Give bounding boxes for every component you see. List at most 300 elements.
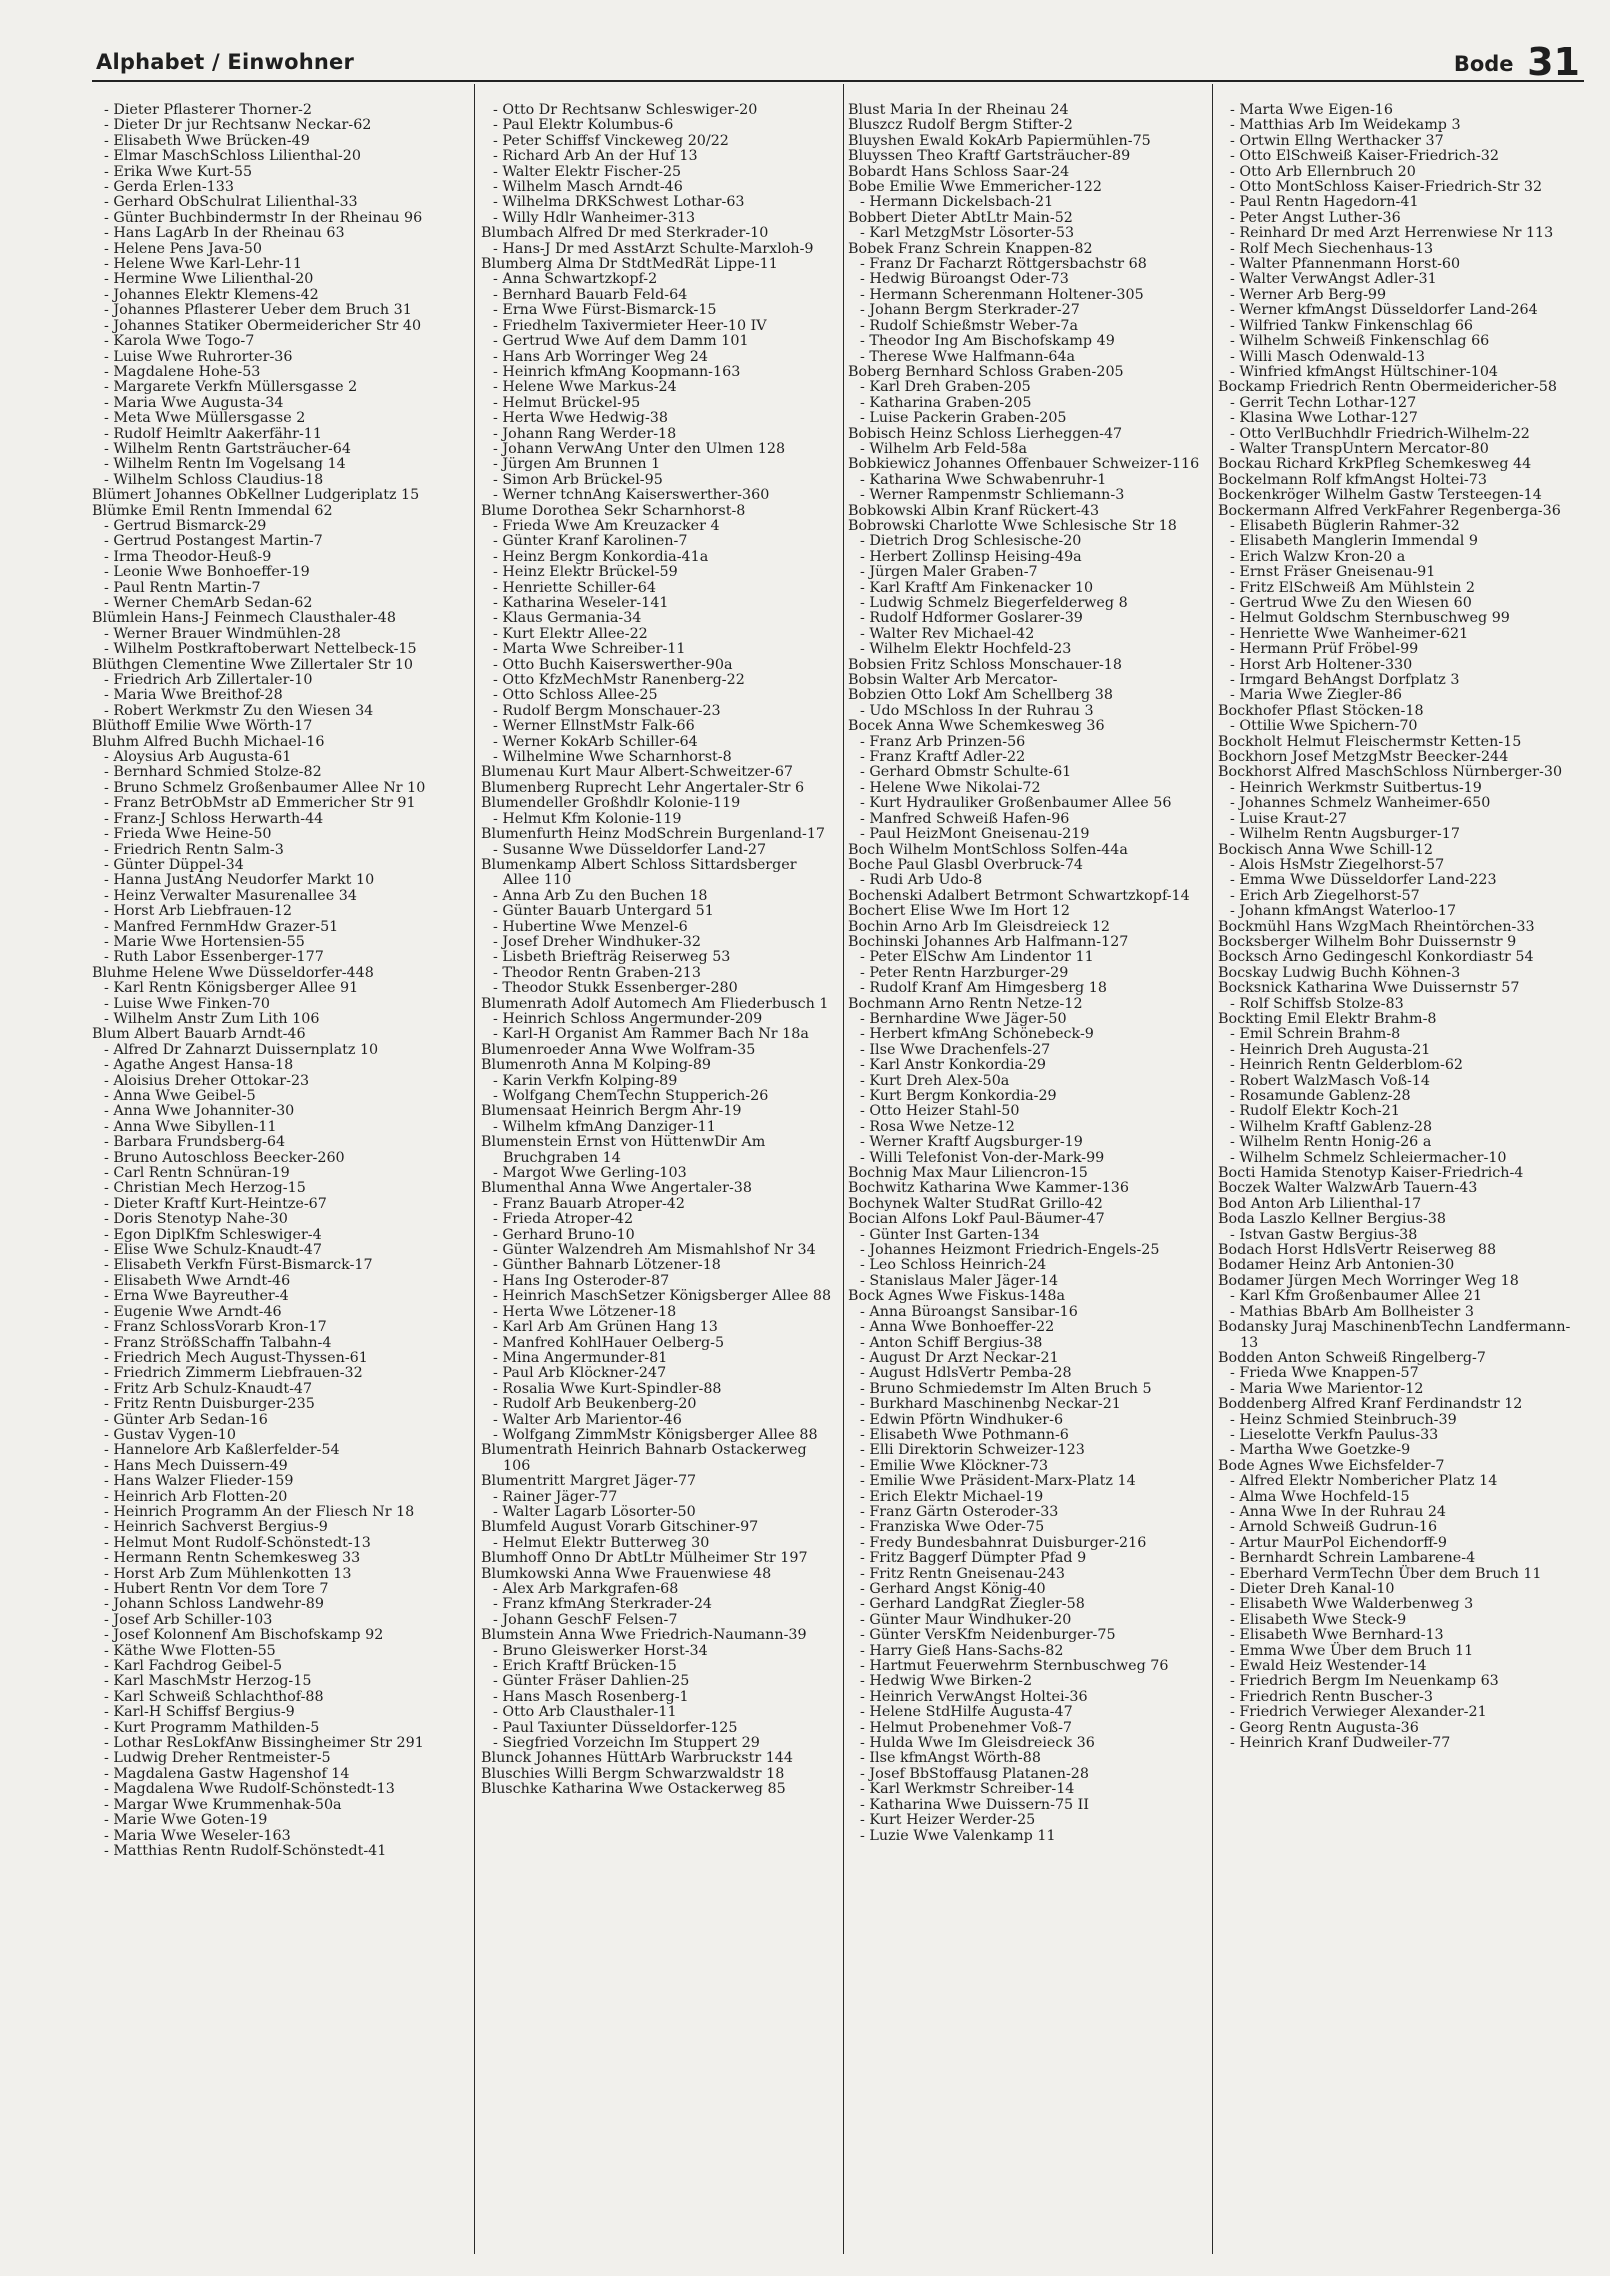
directory-entry: - Günter Inst Garten-134 xyxy=(848,1228,1203,1243)
directory-entry: - Wilhelm Rentn Honig-26 a xyxy=(1218,1135,1573,1150)
directory-entry: - Artur MaurPol Eichendorff-9 xyxy=(1218,1536,1573,1551)
directory-entry: - Heinrich Sachverst Bergius-9 xyxy=(92,1520,447,1535)
directory-entry: - Friedrich Rentn Buscher-3 xyxy=(1218,1690,1573,1705)
directory-entry: - Karl Kfm Großenbaumer Allee 21 xyxy=(1218,1289,1573,1304)
directory-entry: - Günter Walzendreh Am Mismahlshof Nr 34 xyxy=(481,1243,836,1258)
directory-entry: - Wilhelm Schmelz Schleiermacher-10 xyxy=(1218,1151,1573,1166)
directory-entry: - Winfried kfmAngst Hültschiner-104 xyxy=(1218,365,1573,380)
directory-entry: - Emma Wwe Düsseldorfer Land-223 xyxy=(1218,873,1573,888)
directory-entry: Bluschke Katharina Wwe Ostackerweg 85 xyxy=(481,1781,786,1798)
directory-entry: - Alfred Dr Zahnarzt Duissernplatz 10 xyxy=(92,1043,447,1058)
directory-entry: - Erna Wwe Fürst-Bismarck-15 xyxy=(481,303,836,318)
directory-entry: - Elisabeth Wwe Pothmann-6 xyxy=(848,1428,1203,1443)
directory-entry: - Arnold Schweiß Gudrun-16 xyxy=(1218,1520,1573,1535)
directory-entry: - Ilse kfmAngst Wörth-88 xyxy=(848,1751,1203,1766)
column-divider xyxy=(474,84,475,2254)
directory-entry: - Horst Arb Holtener-330 xyxy=(1218,658,1573,673)
directory-entry: - Fritz Baggerf Dümpter Pfad 9 xyxy=(848,1551,1203,1566)
directory-entry: - Egon DiplKfm Schleswiger-4 xyxy=(92,1228,447,1243)
directory-entry: - Erich Kraftf Brücken-15 xyxy=(481,1659,836,1674)
directory-entry: - Alma Wwe Hochfeld-15 xyxy=(1218,1490,1573,1505)
directory-entry: Blum Albert Bauarb Arndt-46 xyxy=(92,1026,306,1043)
directory-entry: - Luise Kraut-27 xyxy=(1218,812,1573,827)
directory-entry: - Wilhelm Postkraftoberwart Nettelbeck-15 xyxy=(92,642,447,657)
directory-entry: - Magdalena Wwe Rudolf-Schönstedt-13 xyxy=(92,1782,447,1797)
directory-entry: - Johannes Pflasterer Ueber dem Bruch 31 xyxy=(92,303,447,318)
directory-entry: Bochinski Johannes Arb Halfmann-127 xyxy=(848,933,1129,950)
directory-entry: - Hubert Rentn Vor dem Tore 7 xyxy=(92,1582,447,1597)
directory-entry: - Hartmut Feuerwehrm Sternbuschweg 76 xyxy=(848,1659,1203,1674)
directory-entry: Bocian Alfons Lokf Paul-Bäumer-47 xyxy=(848,1211,1105,1228)
directory-entry: - Otto Heizer Stahl-50 xyxy=(848,1104,1203,1119)
directory-entry: - Istvan Gastw Bergius-38 xyxy=(1218,1228,1573,1243)
directory-entry: - Elisabeth Verkfn Fürst-Bismarck-17 xyxy=(92,1258,447,1273)
directory-entry: - Ilse Wwe Drachenfels-27 xyxy=(848,1043,1203,1058)
directory-entry: - Frieda Wwe Knappen-57 xyxy=(1218,1366,1573,1381)
directory-entry: - Katharina Graben-205 xyxy=(848,396,1203,411)
directory-entry: Bochin Arno Arb Im Gleisdreieck 12 xyxy=(848,918,1111,935)
directory-entry: Blumenstein Ernst von HüttenwDir Am Bruchgraben 14 xyxy=(481,1134,766,1166)
directory-entry: - Klasina Wwe Lothar-127 xyxy=(1218,411,1573,426)
directory-entry: - Paul HeizMont Gneisenau-219 xyxy=(848,827,1203,842)
directory-entry: - Peter Angst Luther-36 xyxy=(1218,211,1573,226)
directory-entry: - Peter ElSchw Am Lindentor 11 xyxy=(848,950,1203,965)
directory-entry: Bochnig Max Maur Liliencron-15 xyxy=(848,1165,1088,1182)
directory-entry: Bobe Emilie Wwe Emmericher-122 xyxy=(848,179,1102,196)
directory-entry: - Hubertine Wwe Menzel-6 xyxy=(481,920,836,935)
directory-entry: - Heinrich kfmAng Koopmann-163 xyxy=(481,365,836,380)
directory-entry: - Lisbeth Briefträg Reiserweg 53 xyxy=(481,950,836,965)
directory-entry: - Lothar ResLokfAnw Bissingheimer Str 291 xyxy=(92,1736,447,1751)
directory-entry: - Josef BbStoffausg Platanen-28 xyxy=(848,1767,1203,1782)
directory-entry: - Johann GeschF Felsen-7 xyxy=(481,1613,836,1628)
directory-entry: - Walter VerwAngst Adler-31 xyxy=(1218,272,1573,287)
directory-entry: Blumenroth Anna M Kolping-89 xyxy=(481,1057,712,1074)
directory-entry: - Paul Arb Klöckner-247 xyxy=(481,1366,836,1381)
directory-entry: - Frieda Wwe Heine-50 xyxy=(92,827,447,842)
directory-entry: - Gerhard Angst König-40 xyxy=(848,1582,1203,1597)
directory-entry: - Wilhelm Rentn Gartsträucher-64 xyxy=(92,442,447,457)
directory-entry: - Dietrich Drog Schlesische-20 xyxy=(848,534,1203,549)
directory-entry: - Johann kfmAngst Waterloo-17 xyxy=(1218,904,1573,919)
directory-entry: Boberg Bernhard Schloss Graben-205 xyxy=(848,363,1124,380)
directory-entry: - Manfred KohlHauer Oelberg-5 xyxy=(481,1336,836,1351)
directory-entry: - Matthias Rentn Rudolf-Schönstedt-41 xyxy=(92,1844,447,1859)
directory-entry: - Franz kfmAng Sterkrader-24 xyxy=(481,1597,836,1612)
directory-entry: - Rudolf Kranf Am Himgesberg 18 xyxy=(848,981,1203,996)
directory-entry: - Christian Mech Herzog-15 xyxy=(92,1181,447,1196)
directory-entry: - Elli Direktorin Schweizer-123 xyxy=(848,1443,1203,1458)
directory-entry: Bockholt Helmut Fleischermstr Ketten-15 xyxy=(1218,733,1522,750)
directory-entry: - Johannes Elektr Klemens-42 xyxy=(92,288,447,303)
directory-entry: - Stanislaus Maler Jäger-14 xyxy=(848,1274,1203,1289)
directory-entry: - Ludwig Schmelz Biegerfelderweg 8 xyxy=(848,596,1203,611)
directory-entry: - Dieter Kraftf Kurt-Heintze-67 xyxy=(92,1197,447,1212)
directory-entry: - Elisabeth Wwe Walderbenweg 3 xyxy=(1218,1597,1573,1612)
directory-entry: - Fredy Bundesbahnrat Duisburger-216 xyxy=(848,1536,1203,1551)
directory-entry: - Wilhelm Rentn Augsburger-17 xyxy=(1218,827,1573,842)
directory-entry: - Theodor Ing Am Bischofskamp 49 xyxy=(848,334,1203,349)
directory-entry: - Otto Buchh Kaiserswerther-90a xyxy=(481,658,836,673)
directory-entry: - Otto ElSchweiß Kaiser-Friedrich-32 xyxy=(1218,149,1573,164)
directory-entry: - Lieselotte Verkfn Paulus-33 xyxy=(1218,1428,1573,1443)
directory-entry: - Werner kfmAngst Düsseldorfer Land-264 xyxy=(1218,303,1573,318)
directory-entry: - Hans Masch Rosenberg-1 xyxy=(481,1690,836,1705)
directory-entry: Bluschies Willi Bergm Schwarzwaldstr 18 xyxy=(481,1765,785,1782)
directory-entry: - Anna Wwe Johanniter-30 xyxy=(92,1104,447,1119)
directory-entry: Bockamp Friedrich Rentn Obermeidericher-58 xyxy=(1218,379,1557,396)
directory-entry: - Rudolf Heimltr Aakerfähr-11 xyxy=(92,427,447,442)
directory-entry: - Wolfgang ZimmMstr Königsberger Allee 88 xyxy=(481,1428,836,1443)
directory-entry: - Siegfried Vorzeichn Im Stuppert 29 xyxy=(481,1736,836,1751)
directory-entry: - Anna Wwe Bonhoeffer-22 xyxy=(848,1320,1203,1335)
directory-entry: - Paul Rentn Martin-7 xyxy=(92,581,447,596)
directory-entry: Bobkowski Albin Kranf Rückert-43 xyxy=(848,502,1100,519)
directory-entry: Bluhm Alfred Buchh Michael-16 xyxy=(92,733,325,750)
directory-entry: - Günter Buchbindermstr In der Rheinau 96 xyxy=(92,211,447,226)
directory-entry: - Leonie Wwe Bonhoeffer-19 xyxy=(92,565,447,580)
directory-entry: - Rolf Mech Siechenhaus-13 xyxy=(1218,242,1573,257)
directory-entry: - Käthe Wwe Flotten-55 xyxy=(92,1644,447,1659)
directory-entry: - Wilhelm Masch Arndt-46 xyxy=(481,180,836,195)
directory-entry: - Walter Lagarb Lösorter-50 xyxy=(481,1505,836,1520)
directory-entry: - Wilfried Tankw Finkenschlag 66 xyxy=(1218,319,1573,334)
section-title: Alphabet / Einwohner xyxy=(96,50,355,74)
directory-entry: - Franz Dr Facharzt Röttgersbachstr 68 xyxy=(848,257,1203,272)
directory-entry: - Günter Maur Windhuker-20 xyxy=(848,1613,1203,1628)
directory-entry: - Wilhelm Arb Feld-58a xyxy=(848,442,1203,457)
directory-entry: - Ewald Heiz Westender-14 xyxy=(1218,1659,1573,1674)
directory-entry: - Johannes Schmelz Wanheimer-650 xyxy=(1218,796,1573,811)
directory-entry: Bodansky Juraj MaschinenbTechn Landfermann-13 xyxy=(1218,1319,1571,1351)
directory-entry: Bocksberger Wilhelm Bohr Duissernstr 9 xyxy=(1218,933,1517,950)
directory-entry: - Anna Schwartzkopf-2 xyxy=(481,272,836,287)
page-number: 31 xyxy=(1527,40,1580,84)
directory-entry: - Hanna JustAng Neudorfer Markt 10 xyxy=(92,873,447,888)
directory-entry: - Kurt Bergm Konkordia-29 xyxy=(848,1089,1203,1104)
directory-entry: Blunck Johannes HüttArb Warbruckstr 144 xyxy=(481,1750,793,1767)
directory-entry: - Irma Theodor-Heuß-9 xyxy=(92,550,447,565)
directory-entry: Blumenberg Ruprecht Lehr Angertaler-Str 6 xyxy=(481,779,805,796)
directory-entry: - Klaus Germania-34 xyxy=(481,611,836,626)
directory-entry: - Robert Werkmstr Zu den Wiesen 34 xyxy=(92,704,447,719)
directory-entry: - Friedrich Arb Zillertaler-10 xyxy=(92,673,447,688)
directory-entry: - Gerhard LandgRat Ziegler-58 xyxy=(848,1597,1203,1612)
directory-entry: - Wilhelm Elektr Hochfeld-23 xyxy=(848,642,1203,657)
directory-entry: - Marie Wwe Goten-19 xyxy=(92,1813,447,1828)
directory-entry: Bocti Hamida Stenotyp Kaiser-Friedrich-4 xyxy=(1218,1165,1524,1182)
directory-entry: - Peter Schiffsf Vinckeweg 20/22 xyxy=(481,134,836,149)
directory-entry: - Wilhelmine Wwe Scharnhorst-8 xyxy=(481,750,836,765)
directory-entry: - Günter Bauarb Untergard 51 xyxy=(481,904,836,919)
directory-entry: - Marie Wwe Hortensien-55 xyxy=(92,935,447,950)
directory-entry: - Manfred Schweiß Hafen-96 xyxy=(848,812,1203,827)
directory-entry: - Gustav Vygen-10 xyxy=(92,1428,447,1443)
directory-entry: Bodamer Jürgen Mech Worringer Weg 18 xyxy=(1218,1272,1519,1289)
directory-entry: - Rosamunde Gablenz-28 xyxy=(1218,1089,1573,1104)
directory-entry: - Elise Wwe Schulz-Knaudt-47 xyxy=(92,1243,447,1258)
directory-entry: - Wilhelm Anstr Zum Lith 106 xyxy=(92,1012,447,1027)
directory-entry: - Mathias BbArb Am Bollheister 3 xyxy=(1218,1305,1573,1320)
directory-entry: - Franziska Wwe Oder-75 xyxy=(848,1520,1203,1535)
directory-entry: - Wolfgang ChemTechn Stupperich-26 xyxy=(481,1089,836,1104)
directory-entry: - Elisabeth Manglerin Immendal 9 xyxy=(1218,534,1573,549)
directory-entry: - Dieter Pflasterer Thorner-2 xyxy=(92,103,447,118)
directory-entry: - Rosa Wwe Netze-12 xyxy=(848,1120,1203,1135)
directory-entry: - Barbara Frundsberg-64 xyxy=(92,1135,447,1150)
directory-entry: - Reinhard Dr med Arzt Herrenwiese Nr 113 xyxy=(1218,226,1573,241)
directory-entry: - Johann Bergm Sterkrader-27 xyxy=(848,303,1203,318)
directory-entry: - Jürgen Maler Graben-7 xyxy=(848,565,1203,580)
directory-entry: Blumentritt Margret Jäger-77 xyxy=(481,1473,697,1490)
directory-entry: Bod Anton Arb Lilienthal-17 xyxy=(1218,1195,1422,1212)
directory-entry: - Herta Wwe Lötzener-18 xyxy=(481,1305,836,1320)
directory-entry: Bochert Elise Wwe Im Hort 12 xyxy=(848,903,1070,920)
directory-entry: - Heinz Bergm Konkordia-41a xyxy=(481,550,836,565)
directory-entry: - Helene Wwe Markus-24 xyxy=(481,380,836,395)
directory-entry: - Gerda Erlen-133 xyxy=(92,180,447,195)
directory-entry: - Magdalena Gastw Hagenshof 14 xyxy=(92,1767,447,1782)
directory-entry: - Therese Wwe Halfmann-64a xyxy=(848,350,1203,365)
directory-entry: Blüthoff Emilie Wwe Wörth-17 xyxy=(92,718,313,735)
directory-entry: - Gertrud Wwe Auf dem Damm 101 xyxy=(481,334,836,349)
directory-entry: Bocksnick Katharina Wwe Duissernstr 57 xyxy=(1218,980,1520,997)
directory-entry: Blume Dorothea Sekr Scharnhorst-8 xyxy=(481,502,746,519)
directory-entry: Bodden Anton Schweiß Ringelberg-7 xyxy=(1218,1349,1486,1366)
directory-entry: - Helene StdHilfe Augusta-47 xyxy=(848,1705,1203,1720)
directory-entry: - Katharina Wwe Duissern-75 II xyxy=(848,1798,1203,1813)
directory-entry: - Kurt Dreh Alex-50a xyxy=(848,1074,1203,1089)
directory-entry: Bockisch Anna Wwe Schill-12 xyxy=(1218,841,1433,858)
directory-entry: - Wilhelma DRKSchwest Lothar-63 xyxy=(481,195,836,210)
directory-entry: - Gerhard ObSchulrat Lilienthal-33 xyxy=(92,195,447,210)
directory-entry: - Bruno Gleiswerker Horst-34 xyxy=(481,1644,836,1659)
directory-entry: Blumenroeder Anna Wwe Wolfram-35 xyxy=(481,1041,756,1058)
directory-entry: - Helmut Probenehmer Voß-7 xyxy=(848,1721,1203,1736)
directory-entry: - Anna Wwe In der Ruhrau 24 xyxy=(1218,1505,1573,1520)
directory-entry: - Alois HsMstr Ziegelhorst-57 xyxy=(1218,858,1573,873)
directory-entry: - Werner Rampenmstr Schliemann-3 xyxy=(848,488,1203,503)
directory-entry: - Horst Arb Zum Mühlenkotten 13 xyxy=(92,1567,447,1582)
directory-entry: - Karola Wwe Togo-7 xyxy=(92,334,447,349)
directory-entry: - Rolf Schiffsb Stolze-83 xyxy=(1218,997,1573,1012)
directory-entry: - Kurt Programm Mathilden-5 xyxy=(92,1721,447,1736)
directory-entry: - Franz Gärtn Osteroder-33 xyxy=(848,1505,1203,1520)
directory-entry: - Rudi Arb Udo-8 xyxy=(848,873,1203,888)
directory-entry: - Alfred Elektr Nombericher Platz 14 xyxy=(1218,1474,1573,1489)
directory-entry: - Karl Anstr Konkordia-29 xyxy=(848,1058,1203,1073)
directory-entry: - Johann VerwAng Unter den Ulmen 128 xyxy=(481,442,836,457)
directory-entry: - Günther Bahnarb Lötzener-18 xyxy=(481,1258,836,1273)
directory-entry: - Werner EllnstMstr Falk-66 xyxy=(481,719,836,734)
directory-entry: - Karl Schweiß Schlachthof-88 xyxy=(92,1690,447,1705)
directory-entry: - Günter Arb Sedan-16 xyxy=(92,1413,447,1428)
directory-entry: - Horst Arb Liebfrauen-12 xyxy=(92,904,447,919)
directory-entry: Bochynek Walter StudRat Grillo-42 xyxy=(848,1195,1103,1212)
directory-entry: - Karl Kraftf Am Finkenacker 10 xyxy=(848,581,1203,596)
directory-entry: - Heinrich VerwAngst Holtei-36 xyxy=(848,1690,1203,1705)
directory-entry: Blumhoff Onno Dr AbtLtr Mülheimer Str 197 xyxy=(481,1550,808,1567)
directory-entry: - Günter Fräser Dahlien-25 xyxy=(481,1674,836,1689)
directory-entry: - Werner KokArb Schiller-64 xyxy=(481,735,836,750)
directory-entry: - Hedwig Büroangst Oder-73 xyxy=(848,272,1203,287)
directory-entry: - Fritz Arb Schulz-Knaudt-47 xyxy=(92,1382,447,1397)
directory-entry: - Josef Arb Schiller-103 xyxy=(92,1613,447,1628)
directory-entry: - Hermann Dickelsbach-21 xyxy=(848,195,1203,210)
directory-entry: - Fritz Rentn Gneisenau-243 xyxy=(848,1567,1203,1582)
directory-entry: - Maria Wwe Breithof-28 xyxy=(92,688,447,703)
directory-entry: - Bernhardine Wwe Jäger-50 xyxy=(848,1012,1203,1027)
directory-entry: - Herta Wwe Hedwig-38 xyxy=(481,411,836,426)
directory-entry: - Paul Rentn Hagedorn-41 xyxy=(1218,195,1573,210)
directory-entry: - Hans LagArb In der Rheinau 63 xyxy=(92,226,447,241)
directory-entry: Bobzien Otto Lokf Am Schellberg 38 xyxy=(848,687,1113,704)
directory-entry: - Luise Wwe Ruhrorter-36 xyxy=(92,350,447,365)
directory-entry: - Margar Wwe Krummenhak-50a xyxy=(92,1798,447,1813)
directory-entry: - Maria Wwe Ziegler-86 xyxy=(1218,688,1573,703)
directory-entry: - Paul Elektr Kolumbus-6 xyxy=(481,118,836,133)
directory-entry: - Dieter Dreh Kanal-10 xyxy=(1218,1582,1573,1597)
directory-entry: Bluszcz Rudolf Bergm Stifter-2 xyxy=(848,117,1073,134)
directory-entry: Bockelmann Rolf kfmAngst Holtei-73 xyxy=(1218,471,1487,488)
directory-entry: - Karl Arb Am Grünen Hang 13 xyxy=(481,1320,836,1335)
directory-entry: - Karl-H Organist Am Rammer Bach Nr 18a xyxy=(481,1027,836,1042)
directory-entry: - Erika Wwe Kurt-55 xyxy=(92,165,447,180)
directory-entry: - Hans Mech Duissern-49 xyxy=(92,1459,447,1474)
directory-entry: - Friedrich Rentn Salm-3 xyxy=(92,843,447,858)
directory-entry: - Wilhelm Kraftf Gablenz-28 xyxy=(1218,1120,1573,1135)
directory-entry: Blumenrath Adolf Automech Am Fliederbusch 1 xyxy=(481,995,829,1012)
directory-entry: - Gertrud Postangest Martin-7 xyxy=(92,534,447,549)
directory-entry: - Otto KfzMechMstr Ranenberg-22 xyxy=(481,673,836,688)
directory-entry: Bockhorn Josef MetzgMstr Beecker-244 xyxy=(1218,749,1509,766)
column-divider xyxy=(1212,84,1213,2254)
directory-entry: - Hans Ing Osteroder-87 xyxy=(481,1274,836,1289)
directory-entry: Blust Maria In der Rheinau 24 xyxy=(848,103,1069,118)
directory-entry: - Anna Büroangst Sansibar-16 xyxy=(848,1305,1203,1320)
directory-entry: - Franz-J Schloss Herwarth-44 xyxy=(92,812,447,827)
directory-entry: - Doris Stenotyp Nahe-30 xyxy=(92,1212,447,1227)
directory-entry: - Hulda Wwe Im Gleisdreieck 36 xyxy=(848,1736,1203,1751)
directory-entry: Boche Paul Glasbl Overbruck-74 xyxy=(848,856,1084,873)
directory-entry: - Carl Rentn Schnüran-19 xyxy=(92,1166,447,1181)
directory-entry: - Luzie Wwe Valenkamp 11 xyxy=(848,1829,1203,1844)
directory-entry: - Bruno Schmelz Großenbaumer Allee Nr 10 xyxy=(92,781,447,796)
directory-entry: - Luise Packerin Graben-205 xyxy=(848,411,1203,426)
directory-entry: - Maria Wwe Marientor-12 xyxy=(1218,1382,1573,1397)
directory-entry: - Otto Dr Rechtsanw Schleswiger-20 xyxy=(481,103,836,118)
directory-entry: Blumberg Alma Dr StdtMedRät Lippe-11 xyxy=(481,256,778,273)
directory-entry: Bockenkröger Wilhelm Gastw Tersteegen-14 xyxy=(1218,487,1542,504)
directory-entry: Blumenthal Anna Wwe Angertaler-38 xyxy=(481,1180,752,1197)
directory-entry: - Elisabeth Wwe Brücken-49 xyxy=(92,134,447,149)
directory-entry: - Günter Kranf Karolinen-7 xyxy=(481,534,836,549)
directory-entry: - Heinrich Dreh Augusta-21 xyxy=(1218,1043,1573,1058)
directory-entry: - Johann Rang Werder-18 xyxy=(481,427,836,442)
directory-entry: - Heinrich MaschSetzer Königsberger Allee 88 xyxy=(481,1289,836,1304)
directory-entry: - Rosalia Wwe Kurt-Spindler-88 xyxy=(481,1382,836,1397)
directory-entry: - Richard Arb An der Huf 13 xyxy=(481,149,836,164)
directory-entry: Boczek Walter WalzwArb Tauern-43 xyxy=(1218,1180,1478,1197)
directory-entry: - Henriette Schiller-64 xyxy=(481,581,836,596)
directory-entry: - Jürgen Am Brunnen 1 xyxy=(481,457,836,472)
directory-entry: Blüthgen Clementine Wwe Zillertaler Str 10 xyxy=(92,656,414,673)
directory-entry: Bockermann Alfred VerkFahrer Regenberga-36 xyxy=(1218,502,1561,519)
column-divider xyxy=(843,84,844,2254)
directory-entry: - Fritz ElSchweiß Am Mühlstein 2 xyxy=(1218,581,1573,596)
directory-entry: - Eberhard VermTechn Über dem Bruch 11 xyxy=(1218,1567,1573,1582)
directory-entry: - Rudolf Hdformer Goslarer-39 xyxy=(848,611,1203,626)
directory-entry: - Ludwig Dreher Rentmeister-5 xyxy=(92,1751,447,1766)
directory-entry: Bobrowski Charlotte Wwe Schlesische Str 18 xyxy=(848,517,1177,534)
column-2 xyxy=(481,103,836,2253)
directory-entry: Blumfeld August Vorarb Gitschiner-97 xyxy=(481,1519,759,1536)
directory-entry: - Leo Schloss Heinrich-24 xyxy=(848,1258,1203,1273)
directory-entry: Bockting Emil Elektr Brahm-8 xyxy=(1218,1010,1437,1027)
directory-entry: - Werner Kraftf Augsburger-19 xyxy=(848,1135,1203,1150)
directory-entry: Bochmann Arno Rentn Netze-12 xyxy=(848,995,1083,1012)
directory-entry: Blumenkamp Albert Schloss Sittardsberger Allee 110 xyxy=(481,856,797,889)
directory-entry: - Udo MSchloss In der Ruhrau 3 xyxy=(848,704,1203,719)
directory-entry: - Bruno Autoschloss Beecker-260 xyxy=(92,1151,447,1166)
directory-entry: Bockhorst Alfred MaschSchloss Nürnberger-30 xyxy=(1218,764,1563,781)
directory-entry: - Rudolf Arb Beukenberg-20 xyxy=(481,1397,836,1412)
directory-entry: - Burkhard Maschinenbg Neckar-21 xyxy=(848,1397,1203,1412)
directory-entry: - Helmut Mont Rudolf-Schönstedt-13 xyxy=(92,1536,447,1551)
directory-entry: - Günter VersKfm Neidenburger-75 xyxy=(848,1628,1203,1643)
directory-entry: Bocek Anna Wwe Schemkesweg 36 xyxy=(848,718,1105,735)
directory-entry: - Simon Arb Brückel-95 xyxy=(481,473,836,488)
directory-entry: - Aloysius Arb Augusta-61 xyxy=(92,750,447,765)
directory-entry: Blumensaat Heinrich Bergm Ahr-19 xyxy=(481,1103,742,1120)
directory-entry: Blumkowski Anna Wwe Frauenwiese 48 xyxy=(481,1565,772,1582)
directory-entry: - Wilhelm Rentn Im Vogelsang 14 xyxy=(92,457,447,472)
directory-entry: Blumstein Anna Wwe Friedrich-Naumann-39 xyxy=(481,1627,807,1644)
directory-entry: - Karl Werkmstr Schreiber-14 xyxy=(848,1782,1203,1797)
directory-entry: - Gerrit Techn Lothar-127 xyxy=(1218,396,1573,411)
directory-entry: - Karl MetzgMstr Lösorter-53 xyxy=(848,226,1203,241)
directory-entry: - Walter Pfannenmann Horst-60 xyxy=(1218,257,1573,272)
directory-entry: - Anna Wwe Geibel-5 xyxy=(92,1089,447,1104)
directory-entry: - Werner Arb Berg-99 xyxy=(1218,288,1573,303)
directory-entry: - Eugenie Wwe Arndt-46 xyxy=(92,1305,447,1320)
directory-entry: - Ortwin Ellng Werthacker 37 xyxy=(1218,134,1573,149)
directory-entry: - Anna Wwe Sibyllen-11 xyxy=(92,1120,447,1135)
directory-entry: - Karl-H Schiffsf Bergius-9 xyxy=(92,1705,447,1720)
directory-entry: - Hermann Scherenmann Holtener-305 xyxy=(848,288,1203,303)
directory-entry: - Walter Elektr Fischer-25 xyxy=(481,165,836,180)
directory-entry: - Willi Masch Odenwald-13 xyxy=(1218,350,1573,365)
column-4 xyxy=(1218,103,1573,2253)
directory-entry: Bobisch Heinz Schloss Lierheggen-47 xyxy=(848,425,1123,442)
directory-entry: - Theodor Rentn Graben-213 xyxy=(481,966,836,981)
directory-entry: - Frieda Wwe Am Kreuzacker 4 xyxy=(481,519,836,534)
directory-entry: - Agathe Angest Hansa-18 xyxy=(92,1058,447,1073)
directory-entry: - August Dr Arzt Neckar-21 xyxy=(848,1351,1203,1366)
directory-entry: - Wilhelm Schloss Claudius-18 xyxy=(92,473,447,488)
directory-entry: - Irmgard BehAngst Dorfplatz 3 xyxy=(1218,673,1573,688)
directory-entry: - Otto Schloss Allee-25 xyxy=(481,688,836,703)
directory-entry: - Wilhelm Schweiß Finkenschlag 66 xyxy=(1218,334,1573,349)
directory-entry: - Paul Taxiunter Düsseldorfer-125 xyxy=(481,1721,836,1736)
directory-entry: - Katharina Wwe Schwabenruhr-1 xyxy=(848,473,1203,488)
directory-entry: - Willy Hdlr Wanheimer-313 xyxy=(481,211,836,226)
directory-entry: - Magdalene Hohe-53 xyxy=(92,365,447,380)
directory-entry: - Otto VerlBuchhdlr Friedrich-Wilhelm-22 xyxy=(1218,427,1573,442)
directory-entry: - Otto Arb Ellernbruch 20 xyxy=(1218,165,1573,180)
directory-entry: - Heinz Schmied Steinbruch-39 xyxy=(1218,1413,1573,1428)
directory-entry: - Günter Düppel-34 xyxy=(92,858,447,873)
